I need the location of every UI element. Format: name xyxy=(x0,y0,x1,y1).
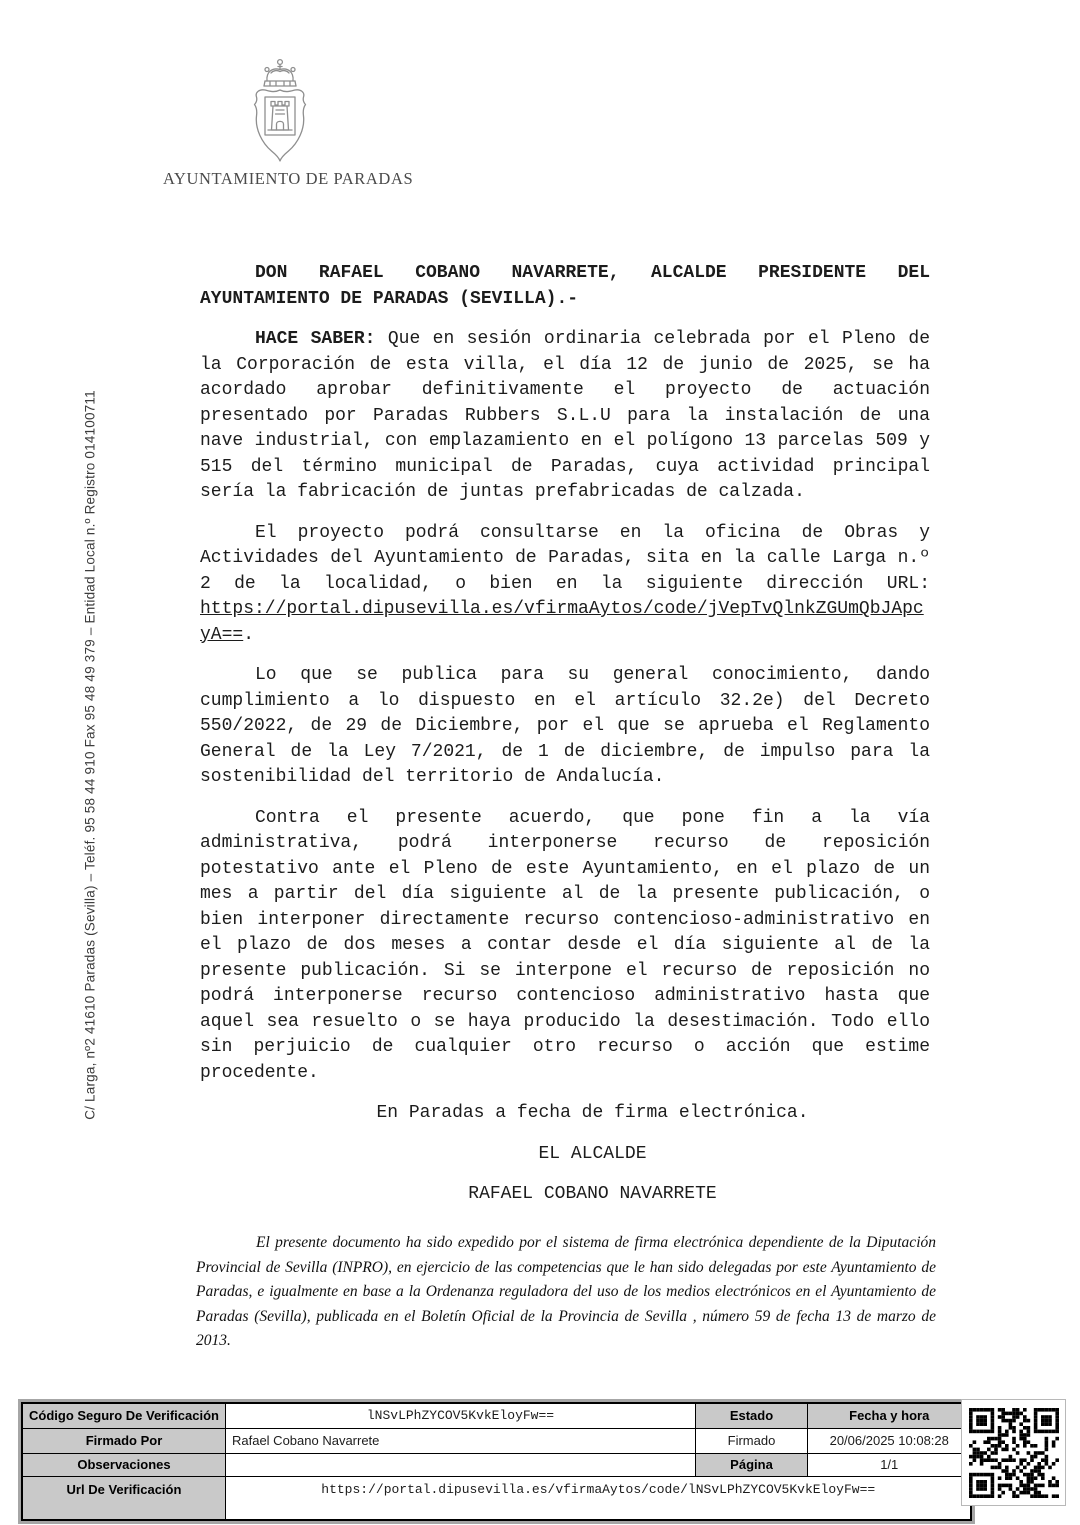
hace-saber-body: Que en sesión ordinaria celebrada por el Pleno de la Corporación de esta villa, el día 12 de junio de 2025, se ha acordado aprobar definitivamente el proyecto de actuación presentado por Paradas Rubbers S.L.U para la instalación de una nave industrial, con emplazamiento en el polígono 13 parcelas 509 y 515 del término municipal de Paradas, cuya actividad principal sería la fabricación de juntas prefabricadas de calzada. xyxy=(200,329,930,502)
verification-row-firmado xyxy=(22,1428,971,1453)
margin-address: C/ Larga, nº2 41610 Paradas (Sevilla) – Teléf. 95 58 44 910 Fax 95 48 49 379 – Entidad Local n.º Registro 014100711 xyxy=(82,390,98,1120)
observaciones-label: Observaciones xyxy=(22,1453,225,1476)
csv-label: Código Seguro De Verificación xyxy=(22,1403,225,1428)
verification-row-url xyxy=(22,1476,971,1520)
verification-row-observaciones xyxy=(22,1453,971,1476)
verification-table xyxy=(18,1399,975,1524)
consulta-period: . xyxy=(243,624,255,645)
inpro-disclaimer: El presente documento ha sido expedido por el sistema de firma electrónica dependiente de la Diputación Provincial de Sevilla (INPRO), en ejercicio de las competencias que le han sido delegadas por este Ayuntamiento de Paradas, e igualmente en base a la Ordenanza reguladora del uso de los medios electrónicos en el Ayuntamiento de Paradas (Sevilla), publicada en el Boletín Oficial de la Provincia de Sevilla , número 59 de fecha 13 de marzo de 2013. xyxy=(196,1234,936,1349)
firmado-value: Rafael Cobano Navarrete xyxy=(225,1428,695,1453)
paragraph-consulta xyxy=(200,521,930,649)
document-heading: DON RAFAEL COBANO NAVARRETE, ALCALDE PRESIDENTE DEL AYUNTAMIENTO DE PARADAS (SEVILLA).- xyxy=(200,263,930,309)
fecha-value: 20/06/2025 10:08:28 xyxy=(807,1428,971,1453)
qr-code xyxy=(961,1399,1066,1506)
coat-of-arms-icon xyxy=(240,56,320,168)
firmado-label: Firmado Por xyxy=(22,1428,225,1453)
paragraph-recurso: Contra el presente acuerdo, que pone fin a la vía administrativa, podrá interponerse recurso de reposición potestativo ante el Pleno de este Ayuntamiento, en el plazo de un mes a partir del día siguiente al de la presente publicación, o bien interponer directamente recurso contencioso-administrativo en el plazo de dos meses a contar desde el día siguiente al de la presente publicación. Si se interpone el recurso de reposición no podrá interponerse recurso contencioso administrativo hasta que aquel sea resuelto o se haya producido la desestimación. Todo ello sin perjuicio de cualquier otro recurso o acción que estime procedente. xyxy=(200,807,930,1083)
verification-row-csv xyxy=(22,1403,971,1428)
signature-name: RAFAEL COBANO NAVARRETE xyxy=(468,1184,717,1204)
pagina-label: Página xyxy=(695,1453,807,1476)
verification-url-link[interactable]: https://portal.dipusevilla.es/vfirmaAytos/code/jVepTvQlnkZGUmQbJApcyA== xyxy=(200,599,924,645)
hace-saber-lead: HACE SABER: xyxy=(255,329,376,349)
url-label: Url De Verificación xyxy=(22,1476,225,1520)
document-body xyxy=(200,261,930,1223)
fecha-label: Fecha y hora xyxy=(807,1403,971,1428)
observaciones-value xyxy=(225,1453,695,1476)
signature-block xyxy=(200,1101,930,1208)
signature-title: EL ALCALDE xyxy=(538,1143,647,1164)
pagina-value: 1/1 xyxy=(807,1453,971,1476)
estado-value: Firmado xyxy=(695,1428,807,1453)
estado-label: Estado xyxy=(695,1403,807,1428)
csv-value: lNSvLPhZYCOV5KvkEloyFw== xyxy=(225,1403,695,1428)
url-value: https://portal.dipusevilla.es/vfirmaAytos/code/lNSvLPhZYCOV5KvkEloyFw== xyxy=(225,1476,971,1520)
paragraph-hace-saber xyxy=(200,327,930,506)
signature-place-date: En Paradas a fecha de firma electrónica. xyxy=(376,1103,809,1123)
org-name: AYUNTAMIENTO DE PARADAS xyxy=(163,169,414,188)
consulta-text: El proyecto podrá consultarse en la oficina de Obras y Actividades del Ayuntamiento de Paradas, sita en la calle Larga n.º 2 de la localidad, o bien en la siguiente dirección URL: xyxy=(200,522,930,594)
paragraph-publica: Lo que se publica para su general conocimiento, dando cumplimiento a lo dispuesto en el artículo 32.2e) del Decreto 550/2022, de 29 de Diciembre, por el que se aprueba el Reglamento General de la Ley 7/2021, de 1 de diciembre, de impulso para la sostenibilidad del territorio de Andalucía. xyxy=(200,665,930,787)
